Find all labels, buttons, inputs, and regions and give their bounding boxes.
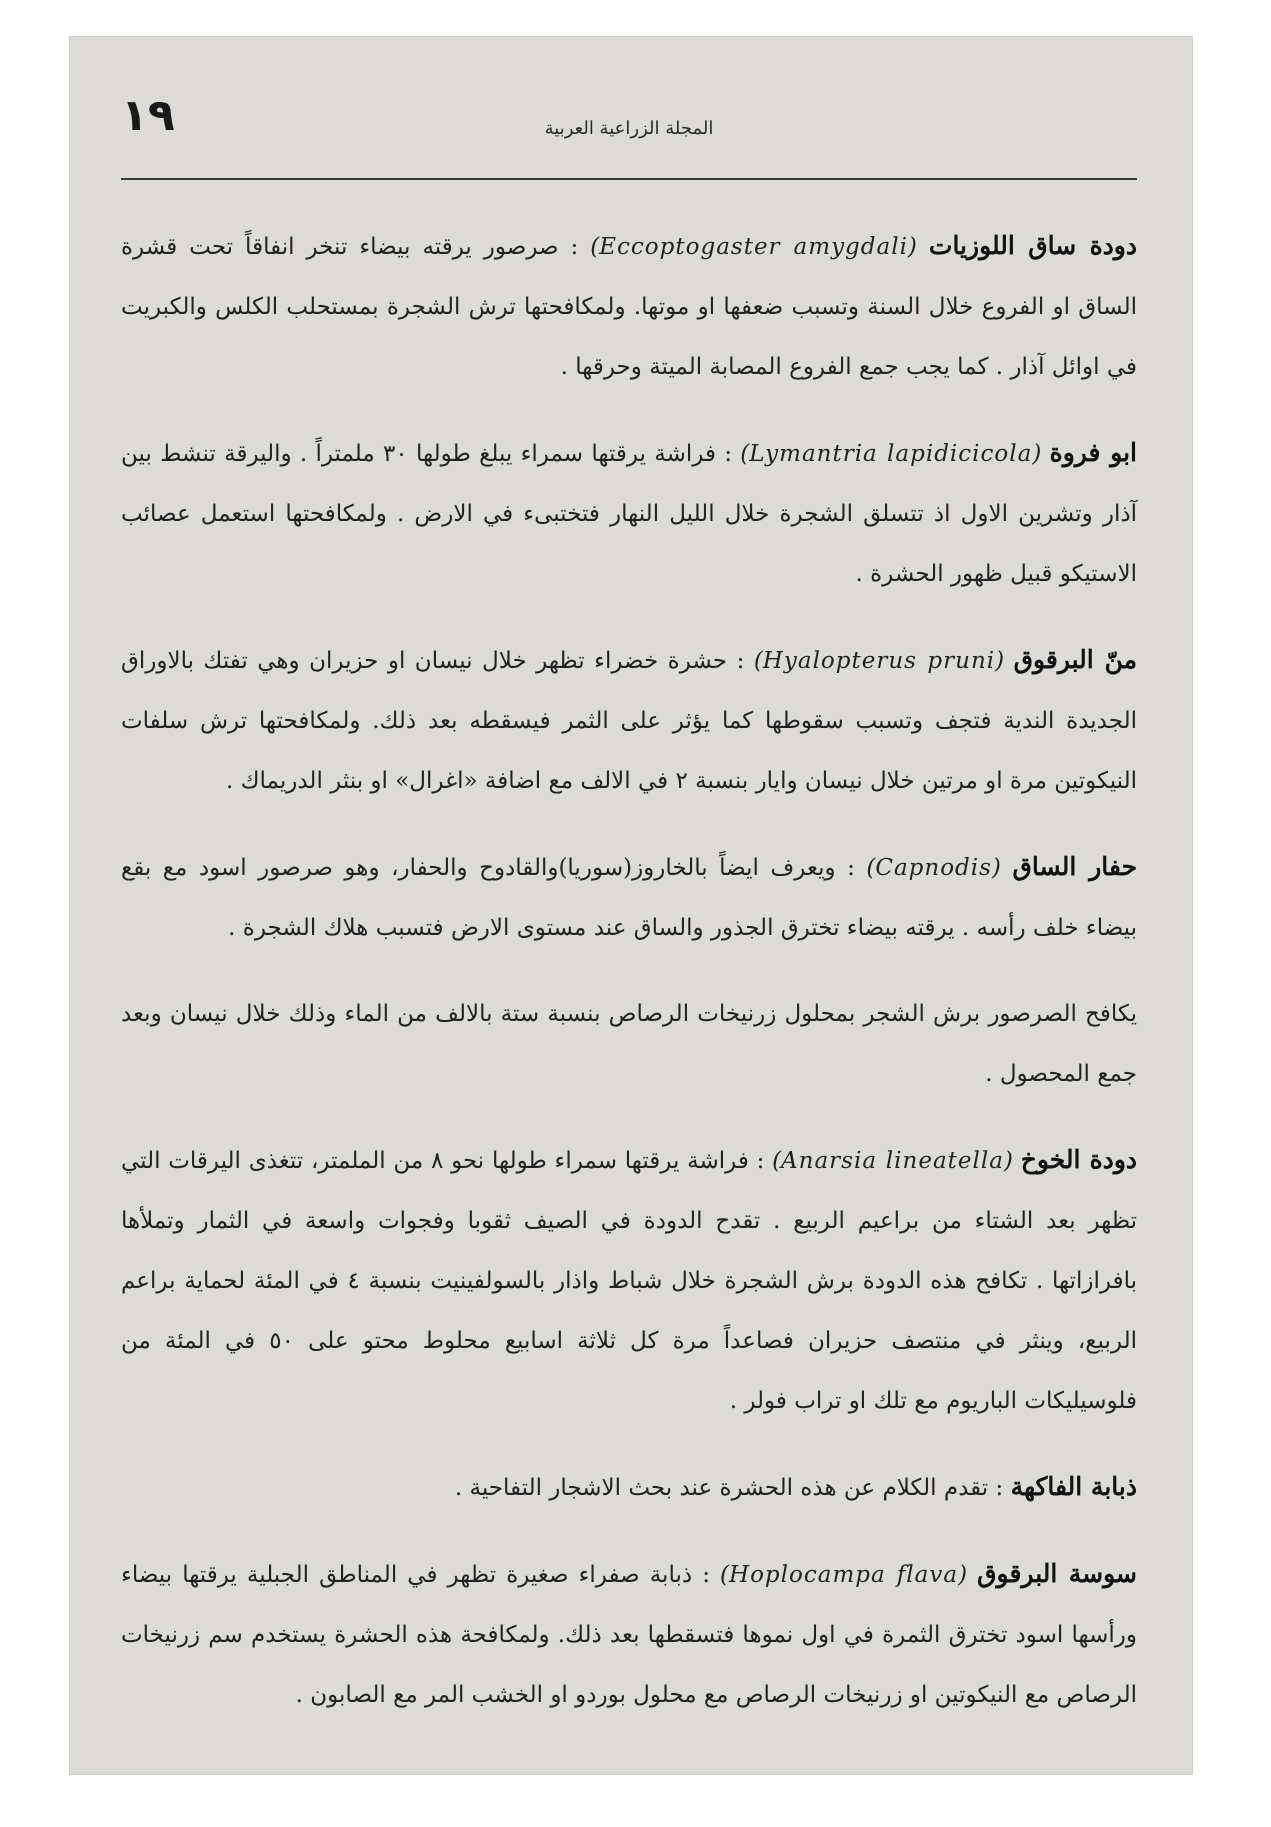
pest-name: دودة ساق اللوزيات — [928, 231, 1138, 260]
paragraph-fruit-fly — [121, 1457, 1137, 1518]
paragraph-stem-borer — [121, 216, 1137, 397]
scientific-name: (Anarsia lineatella) — [772, 1148, 1013, 1174]
scanned-page — [69, 36, 1193, 1775]
pest-name: دودة الخوخ — [1020, 1145, 1138, 1174]
paragraph-capnodis — [121, 837, 1137, 958]
scientific-name: (Lymantria lapidicicola) — [740, 441, 1042, 467]
paragraph-text: : صرصور يرقته بيضاء تنخر انفاقاً تحت قشرة الساق او الفروع خلال السنة وتسبب ضعفها او موتها. ولمكافحتها ترش الشجرة بمستحلب الكلس والكبريت في اوائل آذار . كما يجب جمع الفروع المصابة الميتة وحرقها . — [121, 234, 1137, 380]
paragraph-abu-farwa — [121, 423, 1137, 604]
page-header — [121, 82, 1137, 180]
page-content — [121, 82, 1137, 1732]
scientific-name: (Hyalopterus pruni) — [753, 648, 1005, 674]
scientific-name: (Capnodis) — [866, 855, 1001, 881]
paragraph-plum-sawfly — [121, 1544, 1137, 1725]
article-body — [121, 216, 1137, 1725]
paragraph-text: : ذبابة صفراء صغيرة تظهر في المناطق الجبلية يرقتها بيضاء ورأسها اسود تخترق الثمرة في اول نموها فتسقطها بعد ذلك. ولمكافحة هذه الحشرة يستخدم سم زرنيخات الرصاص مع النيكوتين او زرنيخات الرصاص مع محلول بوردو او الخشب المر مع الصابون . — [121, 1562, 1137, 1708]
paragraph-text: يكافح الصرصور برش الشجر بمحلول زرنيخات الرصاص بنسبة ستة بالالف من الماء وذلك خلال نيسان وبعد جمع المحصول . — [121, 1001, 1137, 1087]
pest-name: منّ البرقوق — [1013, 645, 1137, 674]
page-number: ١٩ — [121, 90, 175, 141]
pest-name: ذبابة الفاكهة — [1010, 1472, 1137, 1501]
paragraph-text: : فراشة يرقتها سمراء يبلغ طولها ٣٠ ملمتراً . واليرقة تنشط بين آذار وتشرين الاول اذ تتسلق الشجرة خلال الليل النهار فتختبىء في الارض . ولمكافحتها استعمل عصائب الاستيكو قبيل ظهور الحشرة . — [121, 441, 1137, 587]
pest-name: سوسة البرقوق — [977, 1559, 1137, 1588]
scientific-name: (Eccoptogaster amygdali) — [590, 234, 917, 260]
paragraph-peach-worm — [121, 1130, 1137, 1431]
paragraph-text: : حشرة خضراء تظهر خلال نيسان او حزيران وهي تفتك بالاوراق الجديدة الندية فتجف وتسبب سقوطها كما يؤثر على الثمر فيسقطه بعد ذلك. ولمكافحتها ترش سلفات النيكوتين مرة او مرتين خلال نيسان وايار بنسبة ٢ في الالف مع اضافة «اغرال» او بنثر الدريماك . — [121, 648, 1137, 794]
paragraph-text: : ويعرف ايضاً بالخاروز(سوريا)والقادوح والحفار، وهو صرصور اسود مع بقع بيضاء خلف رأسه . يرقته بيضاء تخترق الجذور والساق عند مستوى الارض فتسبب هلاك الشجرة . — [121, 855, 1137, 941]
paragraph-text: : تقدم الكلام عن هذه الحشرة عند بحث الاشجار التفاحية . — [454, 1475, 1004, 1501]
paragraph-plum-aphid — [121, 630, 1137, 811]
pest-name: حفار الساق — [1012, 852, 1138, 881]
pest-name: ابو فروة — [1049, 438, 1138, 467]
journal-title: المجلة الزراعية العربية — [544, 118, 714, 139]
paragraph-control — [121, 984, 1137, 1104]
scientific-name: (Hoplocampa flava) — [720, 1562, 968, 1588]
paragraph-text: : فراشة يرقتها سمراء طولها نحو ٨ من الملمتر، تتغذى اليرقات التي تظهر بعد الشتاء من براعيم الربيع . تقدح الدودة في الصيف ثقوبا وفجوات واسعة في الثمار وتملأها بافرازاتها . تكافح هذه الدودة برش الشجرة خلال شباط واذار بالسولفينيت بنسبة ٤ في المئة لحماية براعم الربيع، وينثر في منتصف حزيران فصاعداً مرة كل ثلاثة اسابيع محلوط محتو على ٥٠ في المئة من فلوسيليكات الباريوم مع تلك او تراب فولر . — [121, 1148, 1137, 1414]
